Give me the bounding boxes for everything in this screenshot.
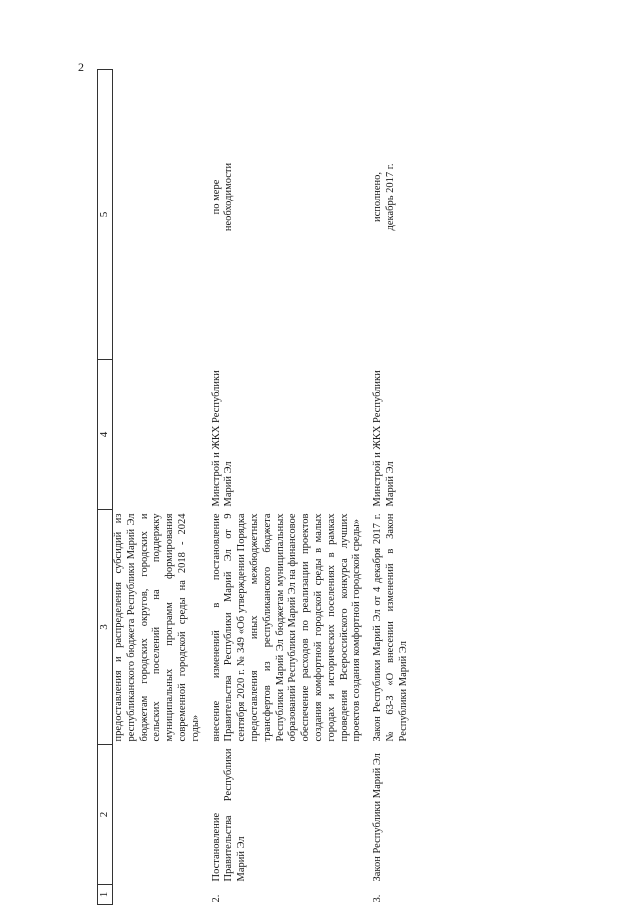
deadline: по мере необходимости	[210, 162, 235, 232]
column-header: 4	[98, 360, 113, 510]
rotated-page	[97, 70, 597, 905]
row-number	[113, 885, 209, 905]
deadline: исполнено, декабрь 2017 г.	[372, 163, 396, 231]
document-type: Постановление Правительства Республики Марий Эл	[210, 748, 248, 882]
responsible-body: Минстрой и ЖКХ Республики Марий Эл	[210, 370, 235, 507]
measures-table	[97, 69, 417, 905]
document-content: внесение изменений в постановление Правительства Республики Марий Эл от 9 сентября 2020 г. № 349 «Об утверждении Порядка предоставления иных межбюджетных трансфертов из республиканского бюджета Республики Марий Эл бюджетам муниципальных образований Республики Марий Эл на финансовое обеспечение расходов по реализации проектов создания комфортной городской среды в малых городах и исторических поселениях в рамках проведения Всероссийского конкурса лучших проектов создания комфортной городской среды»	[210, 513, 363, 742]
column-header: 5	[98, 70, 113, 360]
page-number: 2	[78, 60, 84, 74]
row-number: 2.	[210, 894, 222, 903]
responsible-body: Минстрой и ЖКХ Республики Марий Эл	[372, 370, 396, 507]
header-row	[98, 70, 113, 905]
table-row	[209, 70, 371, 905]
column-header: 2	[98, 745, 113, 885]
deadline	[113, 70, 209, 360]
column-header: 1	[98, 885, 113, 905]
landscape-sheet	[97, 70, 597, 905]
table-row	[370, 70, 416, 905]
document-content: предоставления и распределения субсидий из республиканского бюджета Республики Марий Эл бюджетам городских округов, городских и сельских поселений на поддержку муниципальных программ формирования современной городской среды на 2018 - 2024 годы»	[113, 513, 201, 742]
document-type: Закон Республики Марий Эл	[372, 753, 384, 882]
row-number: 3.	[372, 894, 384, 903]
responsible-body	[113, 360, 209, 510]
table-row	[113, 70, 209, 905]
column-header: 3	[98, 510, 113, 745]
document-type	[113, 745, 209, 885]
document-content: Закон Республики Марий Эл от 4 декабря 2017 г. № 63-З «О внесении изменений в Закон Республики Марий Эл	[372, 513, 409, 742]
